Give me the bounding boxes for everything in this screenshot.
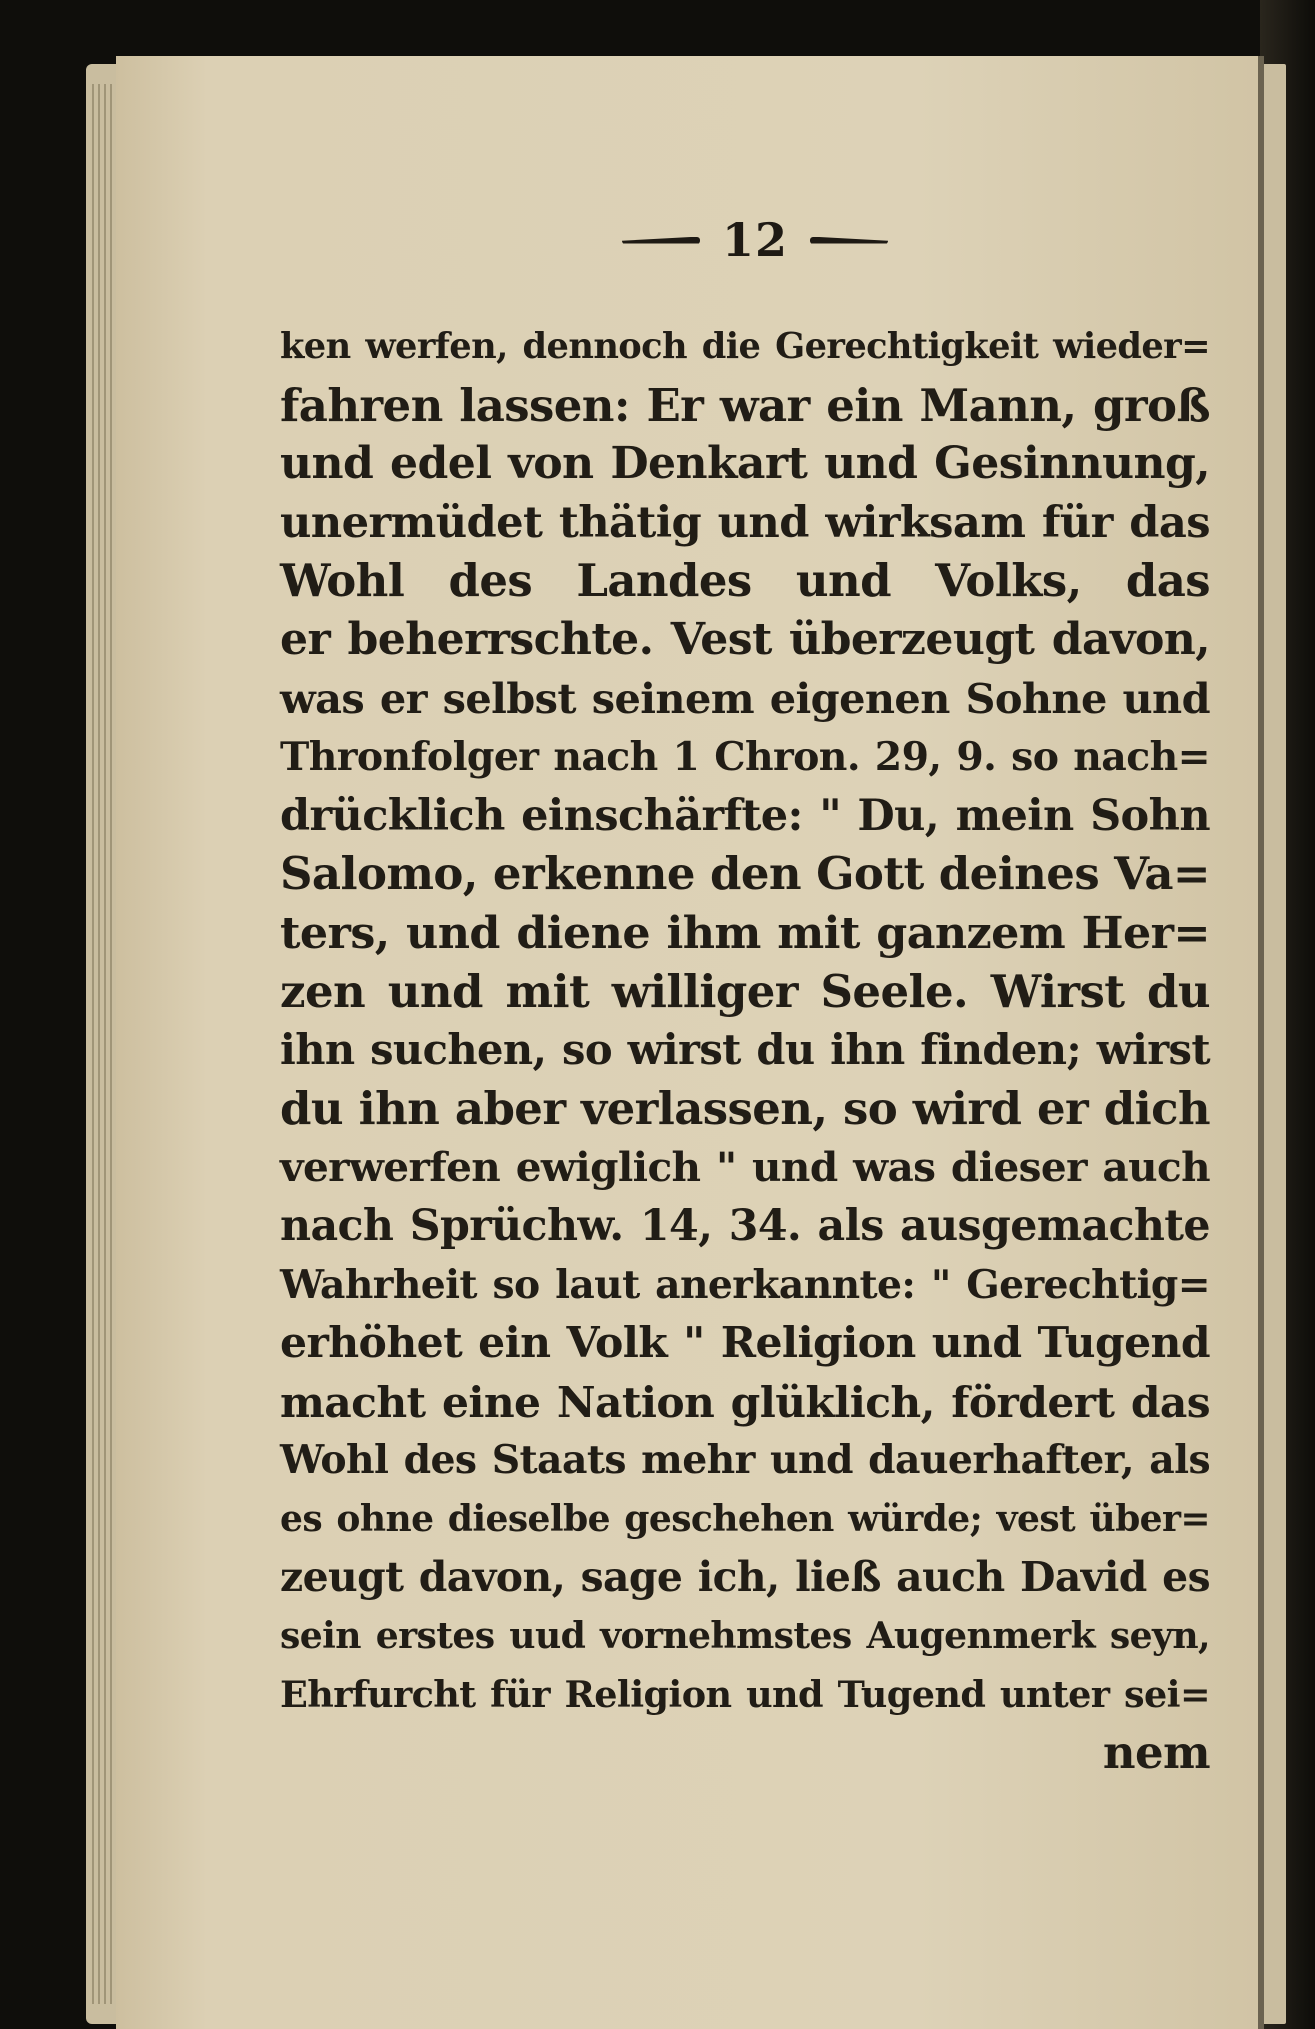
text-line: Wohl des Staats mehr und dauerhafter, als: [280, 1437, 1210, 1484]
text-line: ihn suchen, so wirst du ihn finden; wirst: [280, 1025, 1210, 1075]
text-line: Thronfolger nach 1 Chron. 29, 9. so nach=: [280, 734, 1210, 781]
text-line: es ohne dieselbe geschehen würde; vest über=: [280, 1496, 1210, 1540]
text-line: zen und mit williger Seele. Wirst du: [280, 964, 1210, 1018]
text-line: ters, und diene ihm mit ganzem Her=: [280, 906, 1210, 959]
text-line: nach Sprüchw. 14, 34. als ausgemachte: [280, 1200, 1210, 1251]
text-line: fahren lassen: Er war ein Mann, groß: [280, 378, 1210, 432]
page-number: 12: [721, 213, 788, 267]
text-line: unermüdet thätig und wirksam für das: [280, 496, 1210, 548]
page-edge-line: [92, 84, 94, 2004]
page-edge-line: [110, 84, 112, 2004]
catchword: nem: [1102, 1726, 1210, 1780]
text-line: Salomo, erkenne den Gott deines Va=: [280, 847, 1210, 901]
text-line: du ihn aber verlassen, so wird er dich: [280, 1081, 1210, 1135]
header-ornament-right: [810, 237, 888, 244]
text-line: macht eine Nation glüklich, fördert das: [280, 1376, 1210, 1427]
page-edge-line: [104, 84, 106, 2004]
text-line: ken werfen, dennoch die Gerechtigkeit wieder=: [280, 326, 1210, 367]
text-line: Ehrfurcht für Religion und Tugend unter sei=: [280, 1672, 1210, 1716]
text-line: er beherrschte. Vest überzeugt davon,: [280, 613, 1210, 665]
text-line: was er selbst seinem eigenen Sohne und: [280, 673, 1210, 723]
text-line: Wahrheit so laut anerkannte: " Gerechtig=: [280, 1261, 1210, 1308]
page-header: [560, 212, 950, 268]
page-fold-shadow: [1258, 56, 1264, 2029]
header-ornament-left: [622, 237, 700, 244]
body-text: [280, 318, 1210, 1783]
text-line: Wohl des Landes und Volks, das: [280, 554, 1210, 608]
text-line: erhöhet ein Volk " Religion und Tugend: [280, 1318, 1210, 1369]
text-line: und edel von Denkart und Gesinnung,: [280, 438, 1210, 490]
text-line: zeugt davon, sage ich, ließ auch David es: [280, 1553, 1210, 1602]
text-line: sein erstes uud vornehmstes Augenmerk seyn,: [280, 1614, 1210, 1658]
page-edge-line: [98, 84, 100, 2004]
text-line: drücklich einschärfte: " Du, mein Sohn: [280, 790, 1210, 841]
text-line: verwerfen ewiglich " und was dieser auch: [280, 1143, 1210, 1192]
